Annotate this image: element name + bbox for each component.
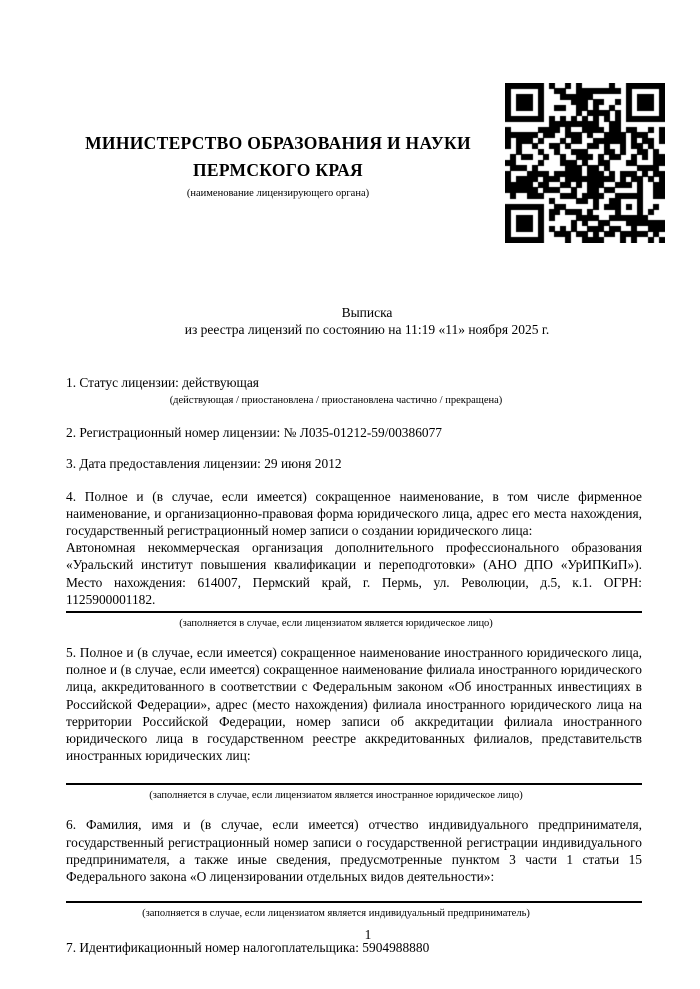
item-5-foreign-entity-note: (заполняется в случае, если лицензиатом является иностранное юридическое лицо) xyxy=(149,790,523,802)
item-1-license-status: 1. Статус лицензии: действующая xyxy=(66,375,259,390)
separator-line-foreign-entity xyxy=(66,783,642,785)
item-3-license-grant-date: 3. Дата предоставления лицензии: 29 июня 2012 xyxy=(66,456,342,472)
qr-code xyxy=(505,83,665,243)
ministry-name-line1: МИНИСТЕРСТВО ОБРАЗОВАНИЯ И НАУКИ xyxy=(85,133,471,153)
item-7-taxpayer-id: 7. Идентификационный номер налогоплательщика: 5904988880 xyxy=(66,940,430,956)
item-6-entrepreneur-note: (заполняется в случае, если лицензиатом является индивидуальный предприниматель) xyxy=(142,908,530,920)
extract-title-line2: из реестра лицензий по состоянию на 11:19 «11» ноября 2025 г. xyxy=(184,321,550,337)
page-number: 1 xyxy=(364,927,372,942)
item-1-status-options-note: (действующая / приостановлена / приостановлена частично / прекращена) xyxy=(169,395,503,407)
extract-title xyxy=(79,305,655,338)
item-2-registration-number: 2. Регистрационный номер лицензии: № Л035-01212-59/00386077 xyxy=(66,425,442,441)
item-6-entrepreneur-label: 6. Фамилия, имя и (в случае, если имеется) отчество индивидуального предпринимателя, государственный регистрационный номер записи о государственной регистрации индивидуального предпринимателя, а также иные сведения, предусмотренные пунктом 3 части 1 статьи 15 Федерального закона «О лицензировании отдельных видов деятельности»: xyxy=(66,817,642,885)
extract-title-line1: Выписка xyxy=(341,305,393,320)
ministry-name-line2: ПЕРМСКОГО КРАЯ xyxy=(193,160,363,180)
separator-line-entrepreneur xyxy=(66,901,642,903)
item-4-legal-entity-label: 4. Полное и (в случае, если имеется) сокращенное наименование, в том числе фирменное наименование, и организационно-правовая форма юридического лица, адрес его места нахождения, государственный регистрационный номер записи о создании юридического лица: xyxy=(66,488,642,539)
licensing-authority-header xyxy=(66,130,490,200)
qr-code-image xyxy=(505,83,665,243)
ministry-subtitle: (наименование лицензирующего органа) xyxy=(186,188,370,199)
item-5-foreign-entity-label: 5. Полное и (в случае, если имеется) сокращенное наименование иностранного юридического лица, полное и (в случае, если имеется) сокращенное наименование филиала иностранного юридического лица, аккредитованного в соответствии с Федеральным законом «Об иностранных инвестициях в Российской Федерации», адрес (место нахождения) филиала иностранного юридического лица на территории Российской Федерации, номер записи об аккредитации филиала иностранного юридического лица в государственном реестре аккредитованных филиалов, представительств иностранных юридических лиц: xyxy=(66,645,642,764)
separator-line-legal-entity xyxy=(66,611,642,613)
item-4-legal-entity-note: (заполняется в случае, если лицензиатом является юридическое лицо) xyxy=(179,618,493,630)
document-body xyxy=(66,305,642,956)
item-4-legal-entity-value: Автономная некоммерческая организация дополнительного профессионального образования «Уральский институт повышения квалификации и переподготовки» (АНО ДПО «УрИПКиП»). Место нахождения: 614007, Пермский край, г. Пермь, ул. Революции, д.5, к.1. ОГРН: 1125900001182. xyxy=(66,540,642,607)
